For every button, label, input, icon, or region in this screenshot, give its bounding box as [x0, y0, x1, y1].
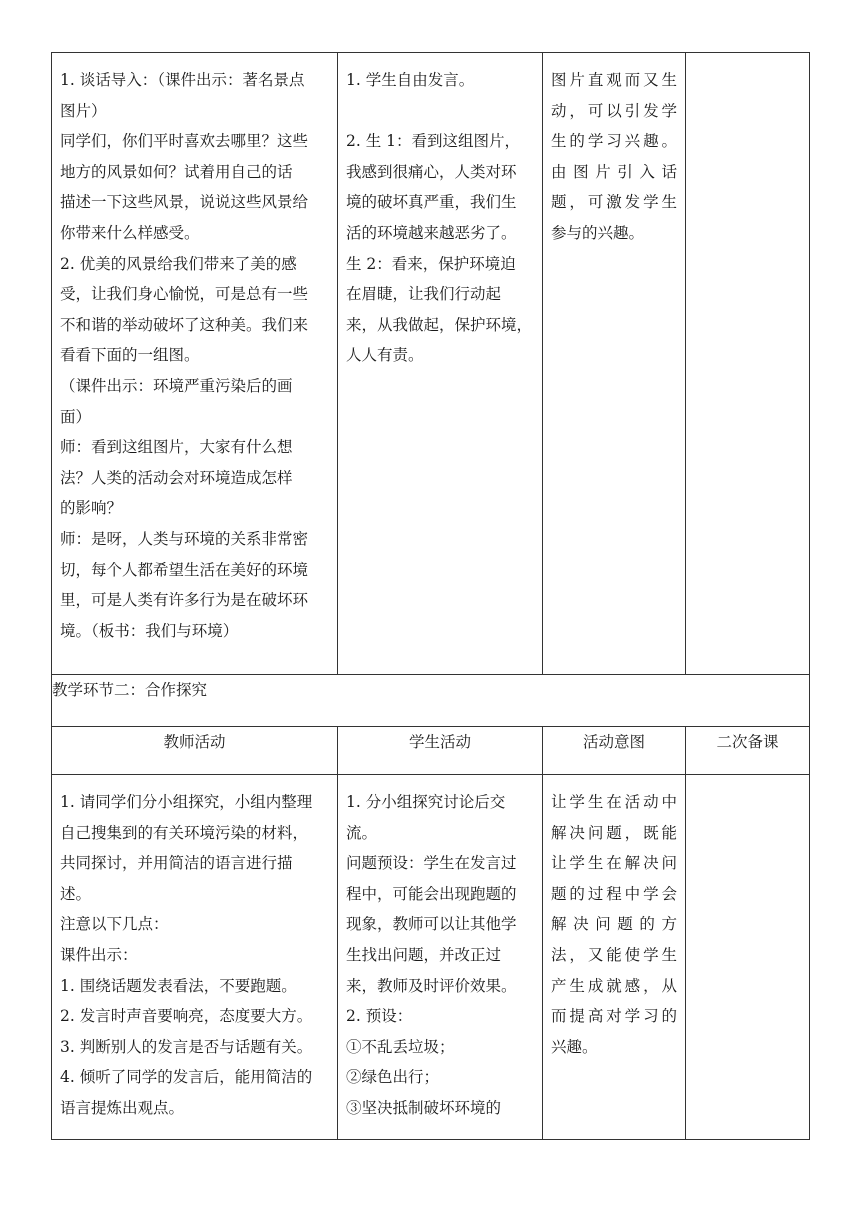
intent-line: 题的过程中学会 [551, 884, 677, 903]
teacher-line: 境。（板书：我们与环境） [60, 621, 239, 640]
student-line: ③坚决抵制破坏环境的 [346, 1098, 502, 1117]
block2-student-cell [338, 775, 542, 1130]
header-row [52, 727, 810, 775]
teacher-line: 师：看到这组图片，大家有什么想 [60, 438, 293, 457]
student-line: ②绿色出行； [346, 1068, 440, 1087]
block2-intent-cell [543, 775, 685, 1068]
student-line: 2. 预设： [346, 1007, 413, 1026]
student-line [346, 96, 534, 127]
teacher-line: 1. 请同学们分小组探究，小组内整理 [60, 793, 313, 811]
student-line: 境的破坏真严重，我们生 [346, 193, 517, 212]
header-intent: 活动意图 [543, 727, 686, 775]
intent-line: 而提高对学习的 [551, 1007, 677, 1026]
intent-line: 题，可激发学生 [551, 193, 677, 212]
section2-title: 教学环节二：合作探究 [52, 675, 810, 727]
intent-line: 参与的兴趣。 [551, 223, 645, 242]
student-line: 问题预设：学生在发言过 [346, 854, 517, 873]
header-notes: 二次备课 [686, 727, 810, 775]
teacher-line: 同学们，你们平时喜欢去哪里？这些 [60, 132, 309, 151]
block2-notes-cell [686, 775, 810, 1140]
student-line: 人人有责。 [346, 346, 424, 365]
block2-teacher-cell [52, 775, 337, 1130]
teacher-line: （课件出示：环境严重污染后的画 [60, 376, 293, 395]
student-line: 我感到很痛心，人类对环 [346, 162, 517, 181]
block2-row [52, 775, 810, 1140]
teacher-line: 不和谐的举动破坏了这种美。我们来 [60, 315, 309, 334]
student-line: 来，从我做起，保护环境， [346, 315, 533, 334]
intent-line: 兴趣。 [551, 1037, 598, 1056]
student-line: 生 2：看来，保护环境迫 [346, 254, 516, 273]
section2-row [52, 675, 810, 727]
teacher-line: 3. 判断别人的发言是否与话题有关。 [60, 1037, 313, 1056]
teacher-line: 注意以下几点： [60, 915, 169, 934]
block1-row [52, 53, 810, 675]
teacher-line: 共同探讨，并用简洁的语言进行描 [60, 854, 293, 873]
intent-line: 解决问题的方 [551, 915, 677, 934]
teacher-line: 师：是呀，人类与环境的关系非常密 [60, 529, 309, 548]
teacher-line: 里，可是人类有许多行为是在破坏环 [60, 591, 309, 610]
student-line: 2. 生 1：看到这组图片， [346, 132, 521, 151]
header-teacher: 教师活动 [52, 727, 338, 775]
student-line: 生找出问题，并改正过 [346, 945, 502, 964]
student-line: 现象，教师可以让其他学 [346, 915, 517, 934]
intent-line: 图片直观而又生 [551, 71, 677, 89]
teacher-line: 1. 谈话导入：（课件出示：著名景点 [60, 71, 305, 89]
intent-line: 让学生在解决问 [551, 854, 677, 873]
teacher-line: 的影响？ [60, 499, 123, 518]
header-student: 学生活动 [338, 727, 543, 775]
block1-teacher-cell [52, 53, 337, 652]
teacher-line: 4. 倾听了同学的发言后，能用简洁的 [60, 1068, 313, 1087]
teacher-line: 地方的风景如何？试着用自己的话 [60, 162, 293, 181]
intent-line: 法，又能使学生 [551, 945, 677, 964]
teacher-line: 语言提炼出观点。 [60, 1098, 185, 1117]
student-line: 活的环境越来越恶劣了。 [346, 223, 517, 242]
intent-line: 解决问题，既能 [551, 823, 677, 842]
block1-intent-cell [543, 53, 685, 255]
student-line: 1. 学生自由发言。 [346, 71, 475, 89]
student-line: 流。 [346, 823, 378, 842]
intent-line: 产生成就感，从 [551, 976, 677, 995]
teacher-line: 述。 [60, 884, 92, 903]
teacher-line: 面） [60, 407, 92, 426]
teacher-line: 描述一下这些风景，说说这些风景给 [60, 193, 309, 212]
teacher-line: 法？人类的活动会对环境造成怎样 [60, 468, 293, 487]
teacher-line: 2. 发言时声音要响亮，态度要大方。 [60, 1007, 313, 1026]
intent-line: 动，可以引发学 [551, 101, 677, 120]
block1-notes-cell [686, 53, 810, 675]
student-line: 程中，可能会出现跑题的 [346, 884, 517, 903]
teacher-line: 切，每个人都希望生活在美好的环境 [60, 560, 309, 579]
intent-line: 生的学习兴趣。 [551, 132, 677, 151]
teacher-line: 自己搜集到的有关环境污染的材料， [60, 823, 309, 842]
student-line: 来，教师及时评价效果。 [346, 976, 517, 995]
intent-line: 让学生在活动中 [551, 793, 677, 811]
teacher-line: 图片） [60, 101, 107, 120]
teacher-line: 看看下面的一组图。 [60, 346, 200, 365]
block1-student-cell [338, 53, 542, 377]
intent-line: 由图片引入话 [551, 162, 677, 181]
teacher-line: 受，让我们身心愉悦，可是总有一些 [60, 285, 309, 304]
teacher-line: 1. 围绕话题发表看法，不要跑题。 [60, 976, 297, 995]
teacher-line: 2. 优美的风景给我们带来了美的感 [60, 254, 297, 273]
teacher-line: 课件出示： [60, 945, 138, 964]
student-line: ①不乱丢垃圾； [346, 1037, 455, 1056]
teacher-line: 你带来什么样感受。 [60, 223, 200, 242]
lesson-plan-table [51, 52, 810, 1140]
student-line: 1. 分小组探究讨论后交 [346, 793, 506, 811]
student-line: 在眉睫，让我们行动起 [346, 285, 502, 304]
